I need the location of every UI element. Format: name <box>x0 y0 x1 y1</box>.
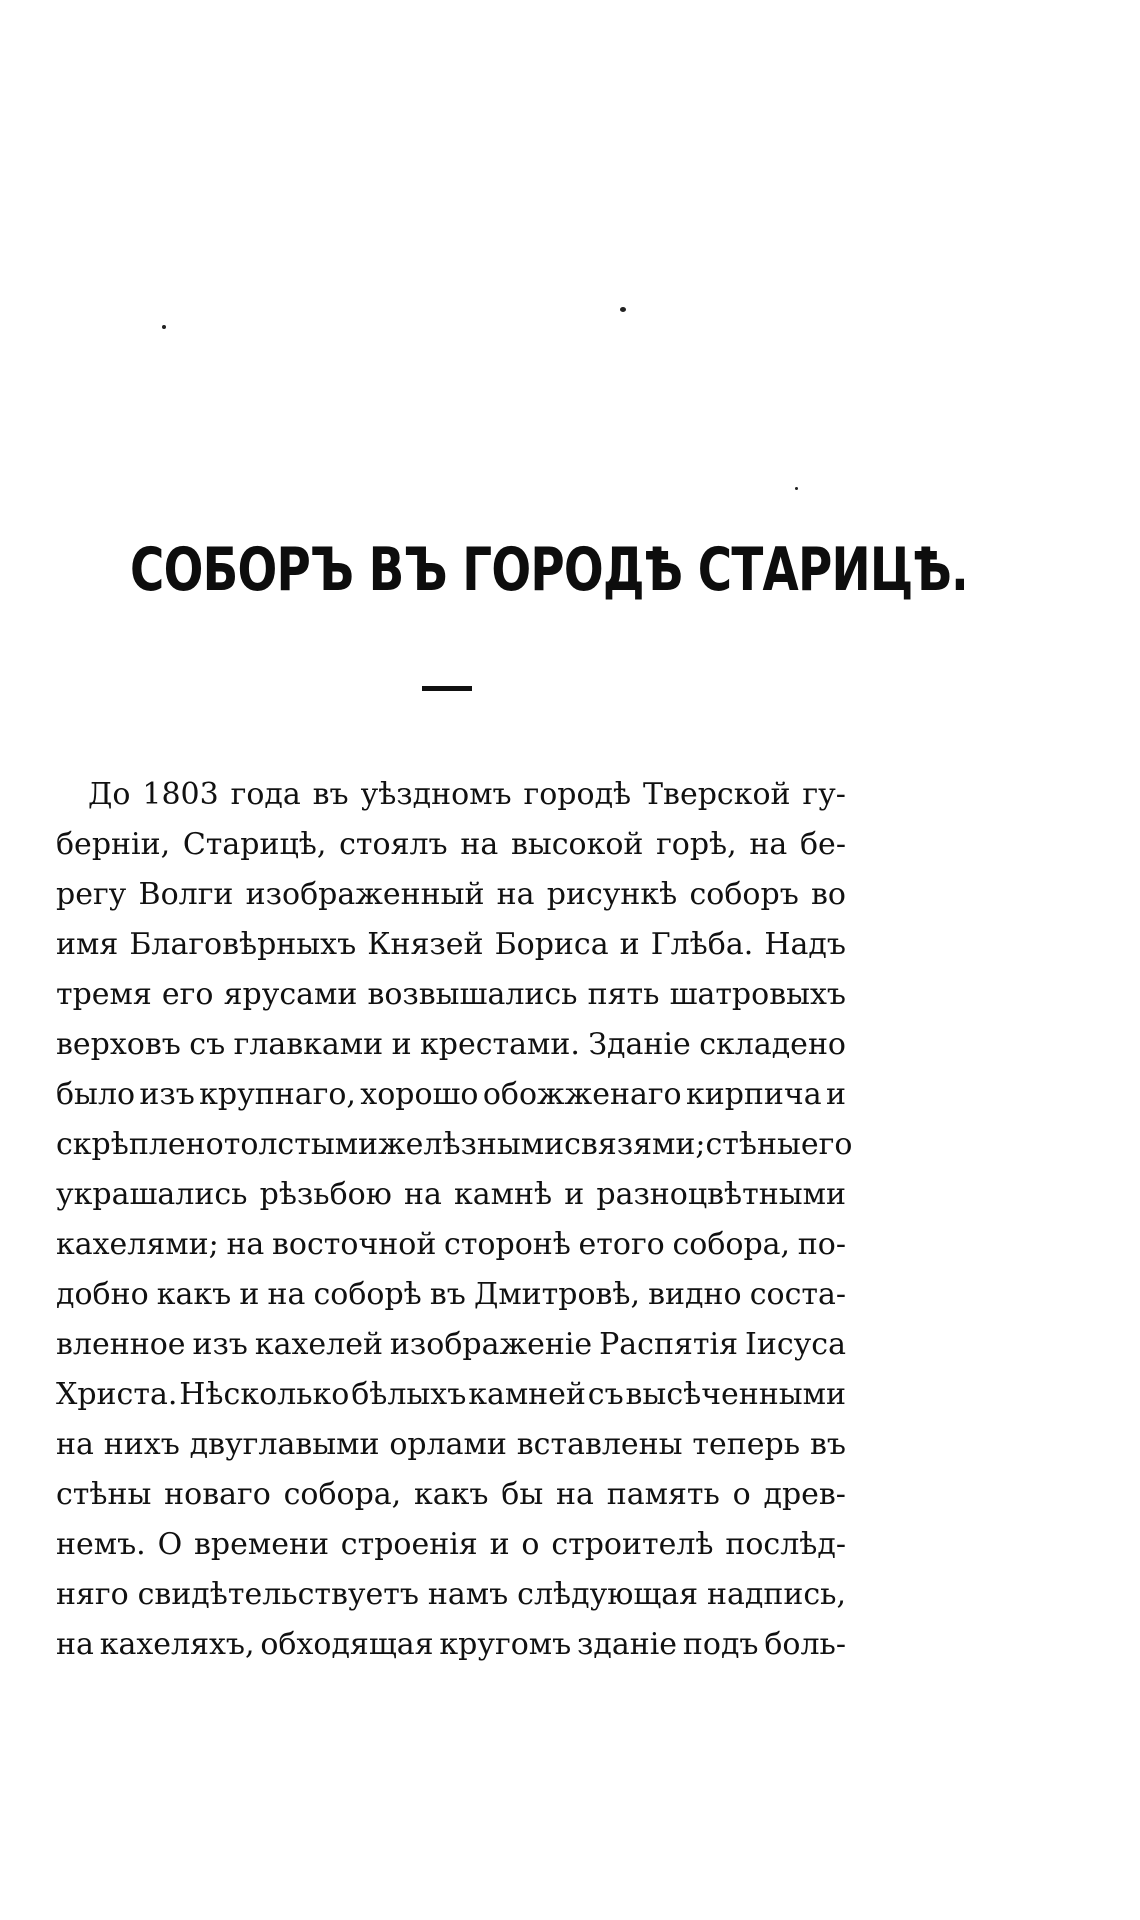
word: немъ. <box>56 1527 146 1562</box>
text-line <box>56 1220 846 1270</box>
word: строенія <box>340 1527 478 1562</box>
word: Старицѣ, <box>182 827 327 862</box>
word: Волги <box>138 877 234 912</box>
word: новаго <box>164 1477 271 1512</box>
word: восточной <box>272 1227 437 1262</box>
word: и <box>391 1027 412 1062</box>
word: высокой <box>510 827 644 862</box>
word: крупнаго, <box>199 1077 356 1112</box>
word: и <box>564 1177 585 1212</box>
word: етого <box>578 1227 665 1262</box>
word: кругомъ <box>439 1627 572 1662</box>
word: собора, <box>283 1477 402 1512</box>
word: было <box>56 1077 136 1112</box>
text-line <box>56 1620 846 1670</box>
word: ярусами <box>223 977 358 1012</box>
word: надпись, <box>706 1577 846 1612</box>
word: верховъ <box>56 1027 181 1062</box>
word: рисункѣ <box>546 877 678 912</box>
word: и <box>825 1077 846 1112</box>
word: Бориса <box>494 927 609 962</box>
word: скрѣплено <box>56 1127 224 1162</box>
word: на <box>460 827 499 862</box>
word: Распятія <box>599 1327 739 1362</box>
word: кирпича <box>685 1077 822 1112</box>
word: Зданіе <box>588 1027 691 1062</box>
word: вставлены <box>516 1427 683 1462</box>
text-line <box>56 1470 846 1520</box>
word: пять <box>587 977 660 1012</box>
title-divider-rule <box>422 686 472 691</box>
word: обожженаго <box>482 1077 682 1112</box>
word: и <box>239 1277 260 1312</box>
word: и <box>489 1527 510 1562</box>
word: украшались <box>56 1177 248 1212</box>
word: кахелей <box>254 1327 383 1362</box>
word: во <box>811 877 846 912</box>
text-line <box>56 1170 846 1220</box>
word: Князей <box>367 927 484 962</box>
word: съ <box>189 1027 226 1062</box>
word: въ <box>809 1427 846 1462</box>
text-line <box>56 1370 846 1420</box>
word: на <box>403 1177 442 1212</box>
word: вленное <box>56 1327 186 1362</box>
word: слѣдующая <box>517 1577 699 1612</box>
word: крестами. <box>420 1027 580 1062</box>
word: разноцвѣтными <box>596 1177 846 1212</box>
word: соборъ <box>689 877 799 912</box>
word: на <box>56 1627 94 1662</box>
word: соборѣ <box>313 1277 422 1312</box>
word: уѣздномъ <box>360 777 512 812</box>
word: на <box>496 877 535 912</box>
word: его <box>161 977 214 1012</box>
word: бы <box>501 1477 544 1512</box>
word: Нѣсколько <box>179 1377 350 1412</box>
word: въ <box>312 777 349 812</box>
word: Надъ <box>764 927 846 962</box>
word: орлами <box>389 1427 507 1462</box>
word: гу- <box>802 777 846 812</box>
word: О <box>157 1527 183 1562</box>
text-line <box>56 1570 846 1620</box>
word: берніи, <box>56 827 171 862</box>
word: по- <box>797 1227 846 1262</box>
text-line <box>56 920 846 970</box>
word: Тверской <box>643 777 791 812</box>
word: какъ <box>156 1277 232 1312</box>
word: бе- <box>800 827 846 862</box>
text-line <box>56 1070 846 1120</box>
word: кахеляхъ, <box>99 1627 255 1662</box>
word: кахелями; <box>56 1227 219 1262</box>
word: возвышались <box>367 977 578 1012</box>
word: стоялъ <box>339 827 448 862</box>
text-line <box>56 820 846 870</box>
word: обходящая <box>260 1627 434 1662</box>
word: послѣд- <box>725 1527 846 1562</box>
word: Благовѣрныхъ <box>129 927 357 962</box>
text-line <box>56 1420 846 1470</box>
word: какъ <box>414 1477 489 1512</box>
word: няго <box>56 1577 129 1612</box>
word: добно <box>56 1277 149 1312</box>
word: боль- <box>764 1627 846 1662</box>
text-line <box>56 1320 846 1370</box>
word: соста- <box>749 1277 846 1312</box>
word: 1803 <box>142 777 219 812</box>
word: городѣ <box>523 777 632 812</box>
ink-speck <box>162 325 166 329</box>
text-line <box>56 1520 846 1570</box>
word: зданіе <box>577 1627 678 1662</box>
word: нихъ <box>103 1427 180 1462</box>
text-line <box>56 1120 853 1170</box>
word: Христа. <box>56 1377 178 1412</box>
word: на <box>56 1427 94 1462</box>
word: изъ <box>139 1077 195 1112</box>
word: сторонѣ <box>444 1227 571 1262</box>
word: на <box>226 1227 265 1262</box>
word: связями; <box>564 1127 706 1162</box>
ink-speck <box>620 307 626 312</box>
word: память <box>606 1477 720 1512</box>
word: года <box>230 777 301 812</box>
word: изъ <box>192 1327 248 1362</box>
word: на <box>749 827 788 862</box>
word: горѣ, <box>656 827 737 862</box>
word: До <box>88 777 131 812</box>
word: на <box>267 1277 306 1312</box>
word: Дмитровѣ, <box>473 1277 641 1312</box>
word: свидѣтельствуетъ <box>137 1577 419 1612</box>
word: камней <box>468 1377 586 1412</box>
word: изображенный <box>245 877 485 912</box>
word: Глѣба. <box>650 927 754 962</box>
text-line <box>56 1270 846 1320</box>
word: шатровыхъ <box>669 977 846 1012</box>
word: имя <box>56 927 119 962</box>
text-line <box>56 1020 846 1070</box>
ink-speck <box>795 487 798 490</box>
text-line <box>56 970 846 1020</box>
word: складено <box>699 1027 846 1062</box>
word: Іисуса <box>744 1327 846 1362</box>
word: подъ <box>682 1627 759 1662</box>
word: видно <box>648 1277 742 1312</box>
word: времени <box>194 1527 329 1562</box>
word: желѣзными <box>378 1127 565 1162</box>
chapter-title: СОБОРЪ ВЪ ГОРОДѢ СТАРИЦѢ. <box>130 535 969 605</box>
word: камнѣ <box>454 1177 553 1212</box>
word: стѣны <box>56 1477 152 1512</box>
word: о <box>732 1477 751 1512</box>
word: изображеніе <box>389 1327 593 1362</box>
word: съ <box>587 1377 624 1412</box>
word: въ <box>429 1277 466 1312</box>
word: высѣченными <box>625 1377 846 1412</box>
word: о <box>521 1527 540 1562</box>
word: рѣзьбою <box>259 1177 392 1212</box>
word: двуглавыми <box>189 1427 380 1462</box>
word: и <box>619 927 640 962</box>
word: его <box>800 1127 853 1162</box>
word: главками <box>233 1027 384 1062</box>
word: стѣны <box>705 1127 801 1162</box>
word: тремя <box>56 977 152 1012</box>
word: толстыми <box>223 1127 379 1162</box>
text-line <box>56 770 846 820</box>
word: бѣлыхъ <box>351 1377 467 1412</box>
word: на <box>556 1477 594 1512</box>
word: намъ <box>427 1577 509 1612</box>
body-paragraph <box>56 770 853 1670</box>
word: строителѣ <box>551 1527 714 1562</box>
word: хорошо <box>360 1077 479 1112</box>
word: регу <box>56 877 127 912</box>
word: собора, <box>672 1227 791 1262</box>
word: теперь <box>692 1427 801 1462</box>
text-line <box>56 870 846 920</box>
word: древ- <box>763 1477 846 1512</box>
